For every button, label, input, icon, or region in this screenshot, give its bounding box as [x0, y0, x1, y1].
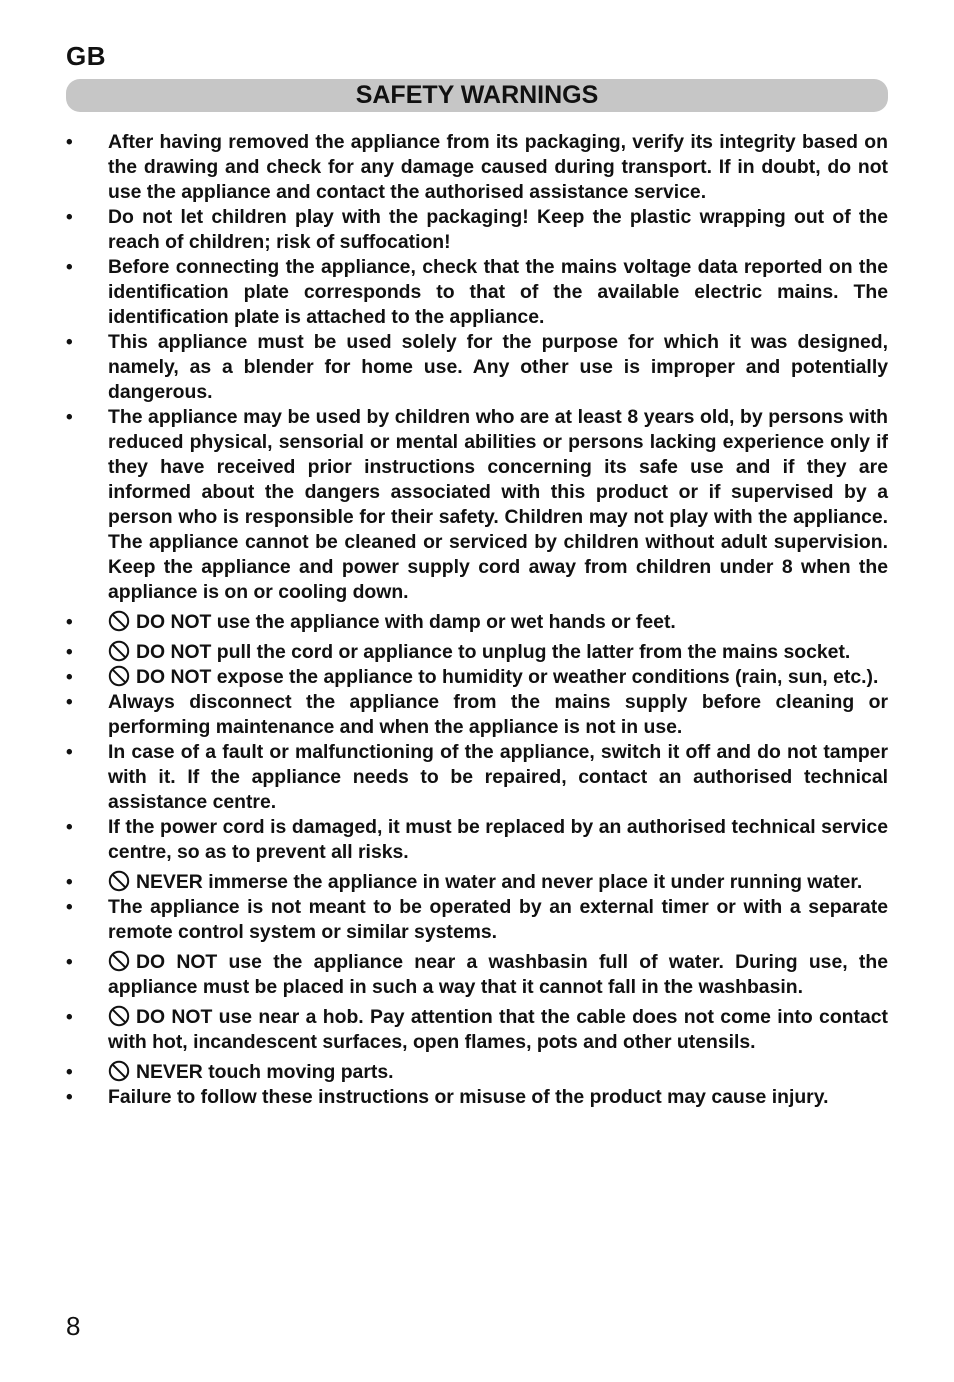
warning-text: Always disconnect the appliance from the mains supply before cleaning or performing maintenance and when the appliance is not in use.: [108, 691, 888, 738]
warning-text: Failure to follow these instructions or misuse of the product may cause injury.: [108, 1086, 829, 1108]
bullet: •: [66, 407, 73, 428]
bullet: •: [66, 207, 73, 228]
bullet: •: [66, 667, 73, 688]
warning-text: In case of a fault or malfunctioning of the appliance, switch it off and do not tamper with it. If the appliance needs to be repaired, contact an authorised technical assistance centre.: [108, 741, 888, 813]
warning-text: This appliance must be used solely for the purpose for which it was designed, namely, as a blender for home use. Any other use is improper and potentially dangerous.: [108, 331, 888, 403]
bullet: •: [66, 897, 73, 918]
warning-text: Do not let children play with the packaging! Keep the plastic wrapping out of the reach of children; risk of suffocation!: [108, 206, 888, 253]
warning-item: [66, 870, 888, 895]
warning-item: [66, 895, 888, 945]
bullet: •: [66, 742, 73, 763]
language-code: GB: [66, 41, 106, 71]
bullet: •: [66, 952, 73, 973]
warning-item: [66, 130, 888, 205]
warning-item: [66, 405, 888, 605]
prohibition-icon: [108, 610, 130, 632]
bullet: •: [66, 132, 73, 153]
warning-text: NEVER immerse the appliance in water and never place it under running water.: [136, 871, 863, 893]
bullet: •: [66, 692, 73, 713]
prohibition-icon: [108, 950, 130, 972]
warning-item: [66, 1060, 888, 1085]
bullet: •: [66, 257, 73, 278]
bullet: •: [66, 872, 73, 893]
warning-text: The appliance may be used by children who are at least 8 years old, by persons with reduced physical, sensorial or mental abilities or persons lacking experience only if they have received prior instructions concerning its safe use and if they are informed about the dangers associated with this product or if supervised by a person who is responsible for their safety. Children may not play with the appliance. The appliance cannot be cleaned or serviced by children without adult supervision. Keep the appliance and power supply cord away from children under 8 when the appliance is on or cooling down.: [108, 406, 888, 603]
warning-text: After having removed the appliance from its packaging, verify its integrity based on the drawing and check for any damage caused during transport. If in doubt, do not use the appliance and contact the authorised assistance service.: [108, 131, 888, 203]
warning-text: NEVER touch moving parts.: [136, 1061, 394, 1083]
warning-text: If the power cord is damaged, it must be replaced by an authorised technical service centre, so as to prevent all risks.: [108, 816, 888, 863]
warning-item: [66, 1005, 888, 1055]
warning-item: [66, 610, 888, 635]
bullet: •: [66, 1087, 73, 1108]
bullet: •: [66, 612, 73, 633]
bullet: •: [66, 642, 73, 663]
warning-item: [66, 1085, 888, 1110]
bullet: •: [66, 332, 73, 353]
prohibition-icon: [108, 1060, 130, 1082]
bullet: •: [66, 1007, 73, 1028]
safety-warnings-list: [66, 130, 888, 1110]
prohibition-icon: [108, 665, 130, 687]
warning-text: DO NOT pull the cord or appliance to unplug the latter from the mains socket.: [136, 641, 851, 663]
prohibition-icon: [108, 1005, 130, 1027]
bullet: •: [66, 1062, 73, 1083]
warning-item: [66, 255, 888, 330]
warning-text: DO NOT use the appliance with damp or wet hands or feet.: [136, 611, 676, 633]
warning-text: The appliance is not meant to be operated by an external timer or with a separate remote control system or similar systems.: [108, 896, 888, 943]
warning-item: [66, 665, 888, 690]
warning-item: [66, 690, 888, 740]
prohibition-icon: [108, 870, 130, 892]
warning-item: [66, 815, 888, 865]
warning-item: [66, 950, 888, 1000]
warning-text: DO NOT use near a hob. Pay attention that the cable does not come into contact with hot, incandescent surfaces, open flames, pots and other utensils.: [108, 1006, 888, 1053]
bullet: •: [66, 817, 73, 838]
warning-text: DO NOT use the appliance near a washbasin full of water. During use, the appliance must be placed in such a way that it cannot fall in the washbasin.: [108, 951, 888, 998]
warning-text: DO NOT expose the appliance to humidity or weather conditions (rain, sun, etc.).: [136, 666, 879, 688]
section-title: SAFETY WARNINGS: [355, 81, 599, 109]
prohibition-icon: [108, 640, 130, 662]
warning-item: [66, 640, 888, 665]
warning-item: [66, 740, 888, 815]
warning-item: [66, 330, 888, 405]
warning-text: Before connecting the appliance, check that the mains voltage data reported on the identification plate corresponds to that of the available electric mains. The identification plate is attached to the appliance.: [108, 256, 888, 328]
page-number: 8: [66, 1311, 81, 1341]
warning-item: [66, 205, 888, 255]
section-header-bar: [66, 79, 888, 112]
